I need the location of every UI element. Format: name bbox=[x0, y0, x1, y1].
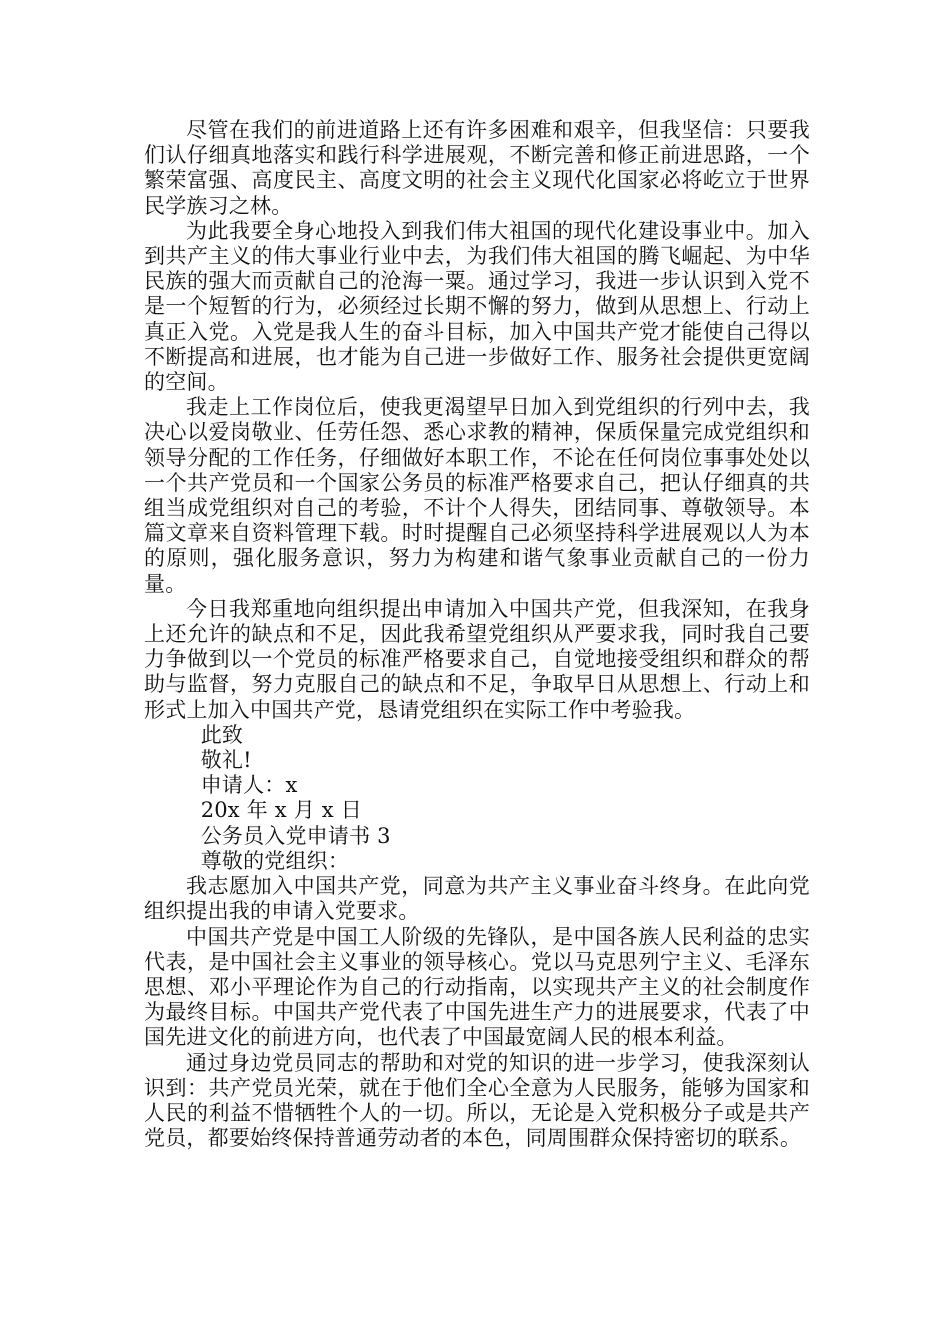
section-title: 公务员入党申请书 3 bbox=[200, 823, 391, 848]
paragraph-party-nature: 中国共产党是中国工人阶级的先锋队，是中国各族人民利益的忠实代表，是中国社会主义事业的领导核心。党以马克思列宁主义、毛泽东思想、邓小平理论作为自己的行动指南，以实现共产主义的社会制度作为最终目标。中国共产党代表了中国先进生产力的进展要求，代表了中国先进文化的前进方向，也代表了中国最宽阔人民的根本利益。 bbox=[144, 924, 810, 1050]
paragraph-devotion: 为此我要全身心地投入到我们伟大祖国的现代化建设事业中。加入到共产主义的伟大事业行业中去，为我们伟大祖国的腾飞崛起、为中华民族的强大而贡献自己的沧海一粟。通过学习，我进一步认识到入党不是一个短暂的行为，必须经过长期不懈的努力，做到从思想上、行动上真正入党。入党是我人生的奋斗目标，加入中国共产党才能使自己得以不断提高和进展，也才能为自己进一步做好工作、服务社会提供更宽阔的空间。 bbox=[144, 218, 810, 395]
greeting-line: 尊敬的党组织： bbox=[200, 848, 350, 873]
paragraph-volunteer: 我志愿加入中国共产党，同意为共产主义事业奋斗终身。在此向党组织提出我的申请入党要求。 bbox=[144, 874, 810, 924]
salute-line: 此致 bbox=[200, 722, 244, 747]
document-body bbox=[144, 118, 810, 1151]
date-line: 20x 年 x 月 x 日 bbox=[200, 798, 362, 823]
paragraph-application: 今日我郑重地向组织提出申请加入中国共产党，但我深知，在我身上还允许的缺点和不足，因此我希望党组织从严要求我，同时我自己要力争做到以一个党员的标准严格要求自己，自觉地接受组织和群众的帮助与监督，努力克服自己的缺点和不足，争取早日从思想上、行动上和形式上加入中国共产党，恳请党组织在实际工作中考验我。 bbox=[144, 596, 810, 722]
paragraph-learning: 通过身边党员同志的帮助和对党的知识的进一步学习，使我深刻认识到：共产党员光荣，就在于他们全心全意为人民服务，能够为国家和人民的利益不惜牺牲个人的一切。所以，无论是入党积极分子或是共产党员，都要始终保持普通劳动者的本色，同周围群众保持密切的联系。 bbox=[144, 1050, 810, 1151]
respect-line: 敬礼! bbox=[200, 748, 252, 773]
paragraph-struggle: 尽管在我们的前进道路上还有许多困难和艰辛，但我坚信：只要我们认仔细真地落实和践行科学进展观，不断完善和修正前进思路，一个繁荣富强、高度民主、高度文明的社会主义现代化国家必将屹立于世界民学族习之林。 bbox=[144, 118, 810, 218]
applicant-line: 申请人：x bbox=[200, 773, 298, 798]
paragraph-workplace: 我走上工作岗位后，使我更渴望早日加入到党组织的行列中去，我决心以爱岗敬业、任劳任怨、悉心求教的精神，保质保量完成党组织和领导分配的工作任务，仔细做好本职工作，不论在任何岗位事事处处以一个共产党员和一个国家公务员的标准严格要求自己，把认仔细真的共组当成党组织对自己的考验，不计个人得失，团结同事、尊敬领导。本篇文章来自资料管理下载。时时提醒自己必须坚持科学进展观以人为本的原则，强化服务意识，努力为构建和谐气象事业贡献自己的一份力量。 bbox=[144, 395, 810, 596]
